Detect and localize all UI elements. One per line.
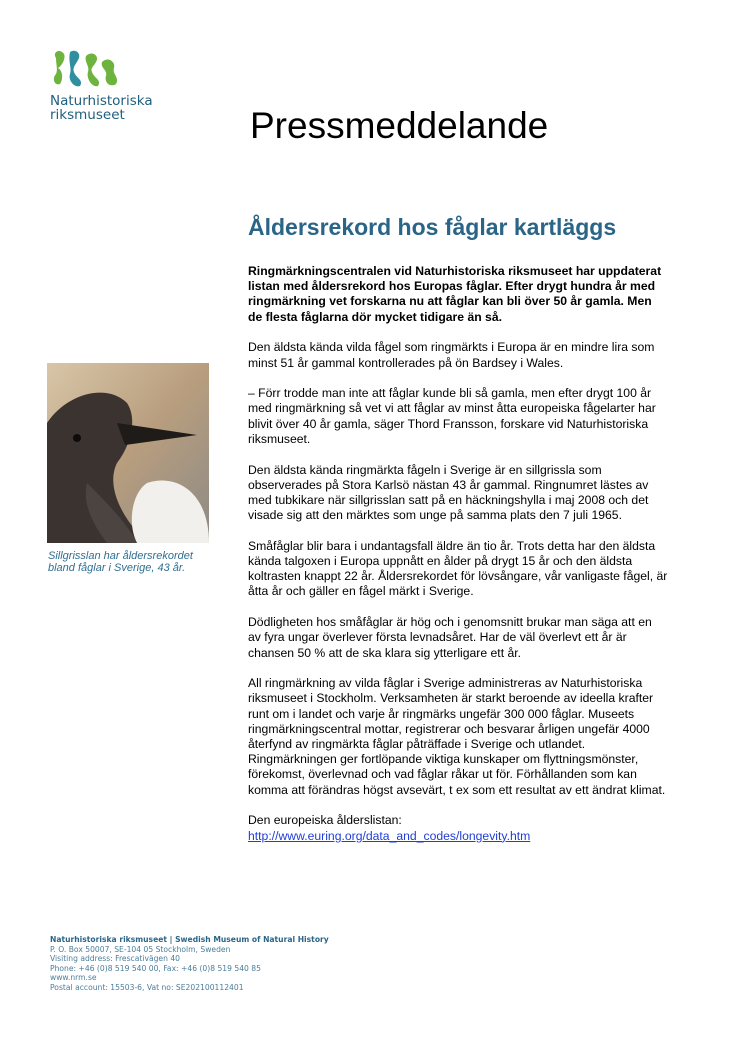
contact-footer bbox=[50, 935, 450, 992]
photo-caption: Sillgrisslan har åldersrekordet bland fåglar i Sverige, 43 år. bbox=[48, 550, 193, 574]
press-headline: Åldersrekord hos fåglar kartläggs bbox=[248, 214, 617, 240]
footer-address: P. O. Box 50007, SE-104 05 Stockholm, Sweden bbox=[50, 944, 231, 954]
article-body bbox=[248, 264, 668, 844]
longevity-list-link[interactable]: http://www.euring.org/data_and_codes/longevity.htm bbox=[248, 828, 531, 843]
footer-visiting-address: Visiting address: Frescativägen 40 bbox=[50, 954, 180, 963]
guillemot-photo bbox=[47, 363, 209, 543]
body-paragraph: Den äldsta kända ringmärkta fågeln i Sverige är en sillgrissla som observerades på Stora Karlsö nästan 43 år gammal. Ringnumret lästes av med tubkikare när sillgrisslan satt på en häckningshylla i maj 2008 och det visade sig att den märktes som unge på samma plats den 7 juli 1965. bbox=[248, 462, 649, 523]
body-paragraph: – Förr trodde man inte att fåglar kunde bli så gamla, men efter drygt 100 år med ringmärkning så vet vi att fåglar av minst åtta europeiska fågelarter har blivit över 40 år gamla, säger Thord Fransson, forskare vid Naturhistoriska riksmuseet. bbox=[248, 386, 656, 446]
footer-organization: Naturhistoriska riksmuseet | Swedish Museum of Natural History bbox=[50, 935, 329, 944]
body-paragraph: Dödligheten hos småfåglar är hög och i genomsnitt brukar man säga att en av fyra ungar överlever första levnadsåret. Har de väl överlevt ett år är chansen 50 % att de ska klara sig ytterligare ett år. bbox=[248, 615, 652, 660]
longevity-list-label: Den europeiska ålderslistan: bbox=[248, 813, 402, 828]
museum-logo-mark bbox=[50, 48, 122, 88]
footer-website[interactable]: www.nrm.se bbox=[50, 973, 97, 982]
body-paragraph: Den äldsta kända vilda fågel som ringmärkts i Europa är en mindre lira som minst 51 år gammal kontrollerades på ön Bardsey i Wales. bbox=[248, 340, 655, 370]
logo-name-line2: riksmuseet bbox=[50, 107, 125, 123]
museum-logo bbox=[50, 48, 180, 122]
footer-phone: Phone: +46 (0)8 519 540 00, Fax: +46 (0)8 519 540 85 bbox=[50, 963, 261, 973]
footer-postal-account: Postal account: 15503-6, Vat no: SE202100112401 bbox=[50, 982, 244, 992]
body-paragraph: Småfåglar blir bara i undantagsfall äldre än tio år. Trots detta har den äldsta kända talgoxen i Europa uppnått en ålder på drygt 15 år och den äldsta koltrasten knappt 22 år. Åldersrekordet för lövsångare, vår vanligaste fågel, är åtta år och gäller en fågel märkt i Sverige. bbox=[248, 538, 668, 599]
lead-paragraph: Ringmärkningscentralen vid Naturhistoriska riksmuseet har uppdaterat listan med åldersrekord hos Europas fåglar. Efter drygt hundra år med ringmärkning vet forskarna nu att fåglar kan bli över 50 år gamla. Men de flesta fåglarna dör mycket tidigare än så. bbox=[248, 264, 662, 324]
logo-name-line1: Naturhistoriska bbox=[50, 93, 153, 109]
longevity-list-reference bbox=[248, 813, 668, 843]
body-paragraph: All ringmärkning av vilda fåglar i Sverige administreras av Naturhistoriska riksmuseet i Stockholm. Verksamheten är starkt beroende av ideella krafter runt om i landet och varje år ringmärks ungefär 300 000 fåglar. Museets ringmärkningscentral mottar, registrerar och besvarar årligen ungefär 4000 återfynd av ringmärkta fåglar påträffade i Sverige och utlandet. Ringmärkningen ger fortlöpande viktiga kunskaper om flyttningsmönster, förekomst, överlevnad och vad fåglar råkar ut för. Förhållanden som kan komma att förändras högst avsevärt, t ex som ett resultat av ett ändrat klimat. bbox=[248, 676, 666, 797]
document-type-title: Pressmeddelande bbox=[250, 105, 549, 146]
